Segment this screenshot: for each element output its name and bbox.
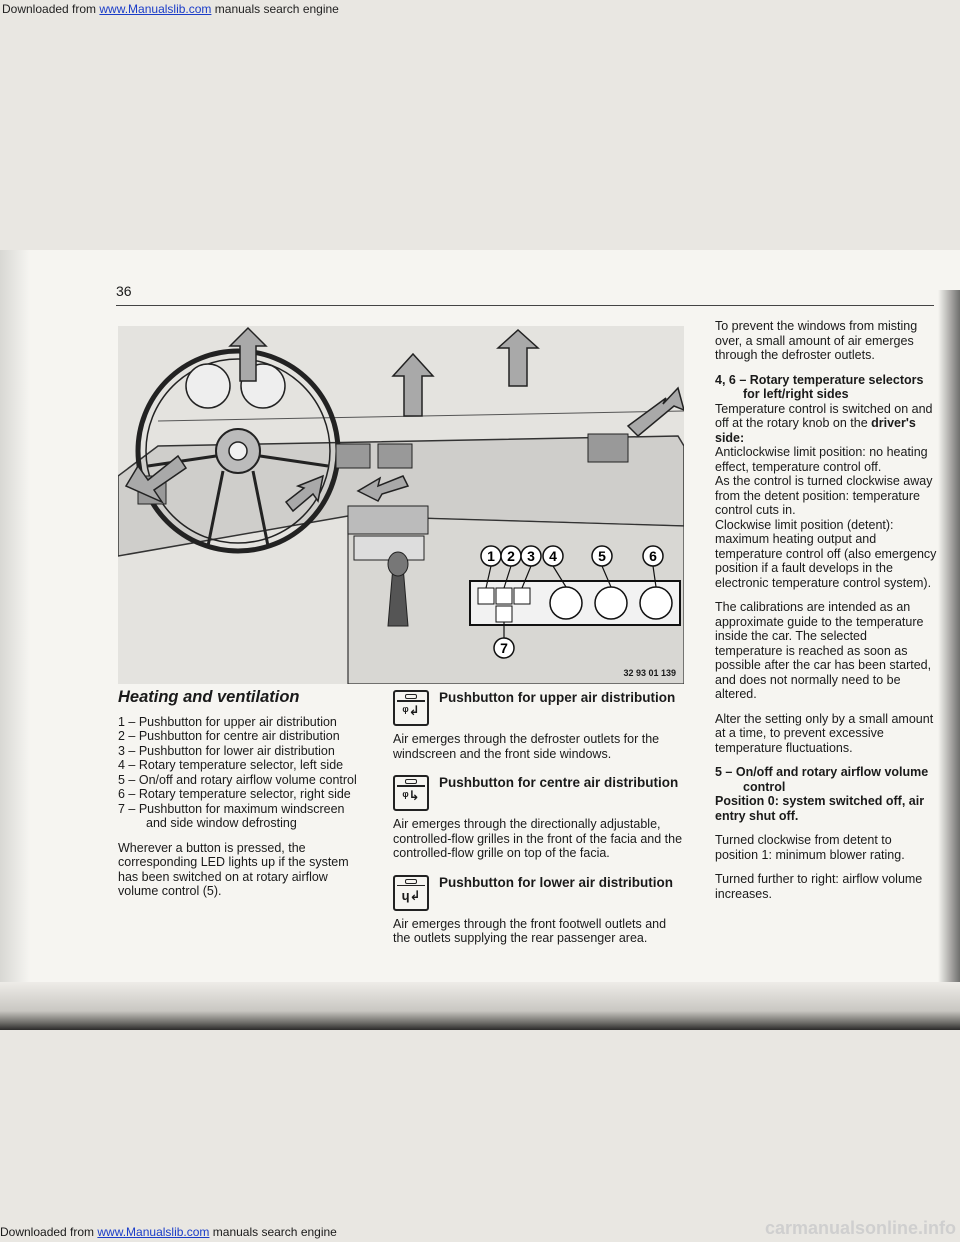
dashboard-illustration <box>118 326 684 684</box>
position-one-text: Turned clockwise from detent to position 1: minimum blower rating. <box>715 833 905 862</box>
list-item: 1 – Pushbutton for upper air distribution <box>118 714 337 729</box>
dashboard-drawing <box>118 326 684 684</box>
column-left <box>118 690 366 909</box>
page-number: 36 <box>116 283 132 299</box>
manualslib-footer-link[interactable]: www.Manualslib.com <box>97 1225 210 1239</box>
callout-1: 1 <box>487 548 495 564</box>
lower-air-desc: Air emerges through the front footwell outlets and the outlets supplying the rear passenger area. <box>393 916 667 945</box>
calibration-paragraph: The calibrations are intended as an approximate guide to the temperature inside the car. The selected temperature is reached as soon as possible after the car has been started, and does not normally need to be altered. <box>715 600 932 701</box>
list-item: 2 – Pushbutton for centre air distribution <box>118 729 340 743</box>
temp-p2: Anticlockwise limit position: no heating effect, temperature control off. <box>715 445 928 474</box>
footer-prefix: Downloaded from <box>0 1225 98 1239</box>
temp-p4: Clockwise limit position (detent): maximum heating output and temperature control off (also emergency position if a fault develops in the electronic temperature control system). <box>715 517 937 590</box>
list-item: 3 – Pushbutton for lower air distribution <box>118 743 335 758</box>
download-header <box>0 0 960 18</box>
watermark-text: carmanualsonline.info <box>764 1218 956 1238</box>
alter-paragraph: Alter the setting only by a small amount at a time, to prevent excessive temperature fluctuations. <box>715 711 934 755</box>
callout-3: 3 <box>527 548 535 564</box>
temp-selectors-heading: 4, 6 – Rotary temperature selectors for left/right sides <box>715 372 924 401</box>
page-bottom-edge <box>0 982 960 1030</box>
upper-air-button-icon: ᵠ↲ <box>393 690 429 726</box>
header-prefix: Downloaded from <box>2 2 100 16</box>
lower-air-block <box>393 875 683 946</box>
centre-air-desc: Air emerges through the directionally adjustable, controlled-flow grilles in the front of the facia and the controlled-flow grille on top of the facia. <box>393 817 683 860</box>
airflow-increase-text: Turned further to right: airflow volume increases. <box>715 872 923 901</box>
position-zero-text: Position 0: system switched off, air entry shut off. <box>715 794 925 823</box>
header-suffix: manuals search engine <box>211 2 339 16</box>
callout-6: 6 <box>649 548 657 564</box>
lower-air-title: Pushbutton for lower air distribution <box>439 874 673 890</box>
centre-air-title: Pushbutton for centre air distribution <box>439 775 679 790</box>
list-item: 7 – Pushbutton for maximum windscreen and side window defrosting <box>118 801 345 830</box>
page-gutter-shadow <box>0 250 30 1030</box>
figure-code: 32 93 01 139 <box>623 668 676 678</box>
manualslib-link[interactable]: www.Manualslib.com <box>99 2 212 16</box>
lower-air-button-icon: ɥ↲ <box>393 875 429 911</box>
callout-7: 7 <box>500 640 508 656</box>
list-item: 6 – Rotary temperature selector, right side <box>118 787 351 801</box>
page-edge-shadow <box>938 290 960 990</box>
list-item: 5 – On/off and rotary airflow volume control <box>118 772 357 787</box>
centre-air-block <box>393 775 683 861</box>
column-middle <box>393 690 683 960</box>
led-paragraph: Wherever a button is pressed, the corresponding LED lights up if the system has been switched on at rotary airflow volume control (5). <box>118 840 349 898</box>
column-right <box>715 319 937 911</box>
footer-suffix: manuals search engine <box>209 1225 337 1239</box>
temp-p1: Temperature control is switched on and off at the rotary knob on the driver's side: <box>715 401 933 445</box>
callout-5: 5 <box>598 548 606 564</box>
control-list <box>118 715 366 831</box>
upper-air-block <box>393 690 683 761</box>
callout-2: 2 <box>507 548 515 564</box>
temp-p3: As the control is turned clockwise away from the detent position: temperature control cuts in. <box>715 474 933 517</box>
centre-air-button-icon: ᵠ↳ <box>393 775 429 811</box>
header-rule <box>116 305 934 306</box>
upper-air-title: Pushbutton for upper air distribution <box>439 690 676 705</box>
callout-4: 4 <box>549 548 557 564</box>
section-heading: Heating and ventilation <box>118 688 300 706</box>
download-footer <box>0 1218 960 1242</box>
airflow-control-heading: 5 – On/off and rotary airflow volume control <box>715 765 929 794</box>
upper-air-desc: Air emerges through the defroster outlets for the windscreen and the front side windows. <box>393 732 660 761</box>
misting-paragraph: To prevent the windows from misting over, a small amount of air emerges through the defroster outlets. <box>715 319 918 362</box>
manual-page <box>0 250 960 1030</box>
list-item: 4 – Rotary temperature selector, left side <box>118 758 344 772</box>
